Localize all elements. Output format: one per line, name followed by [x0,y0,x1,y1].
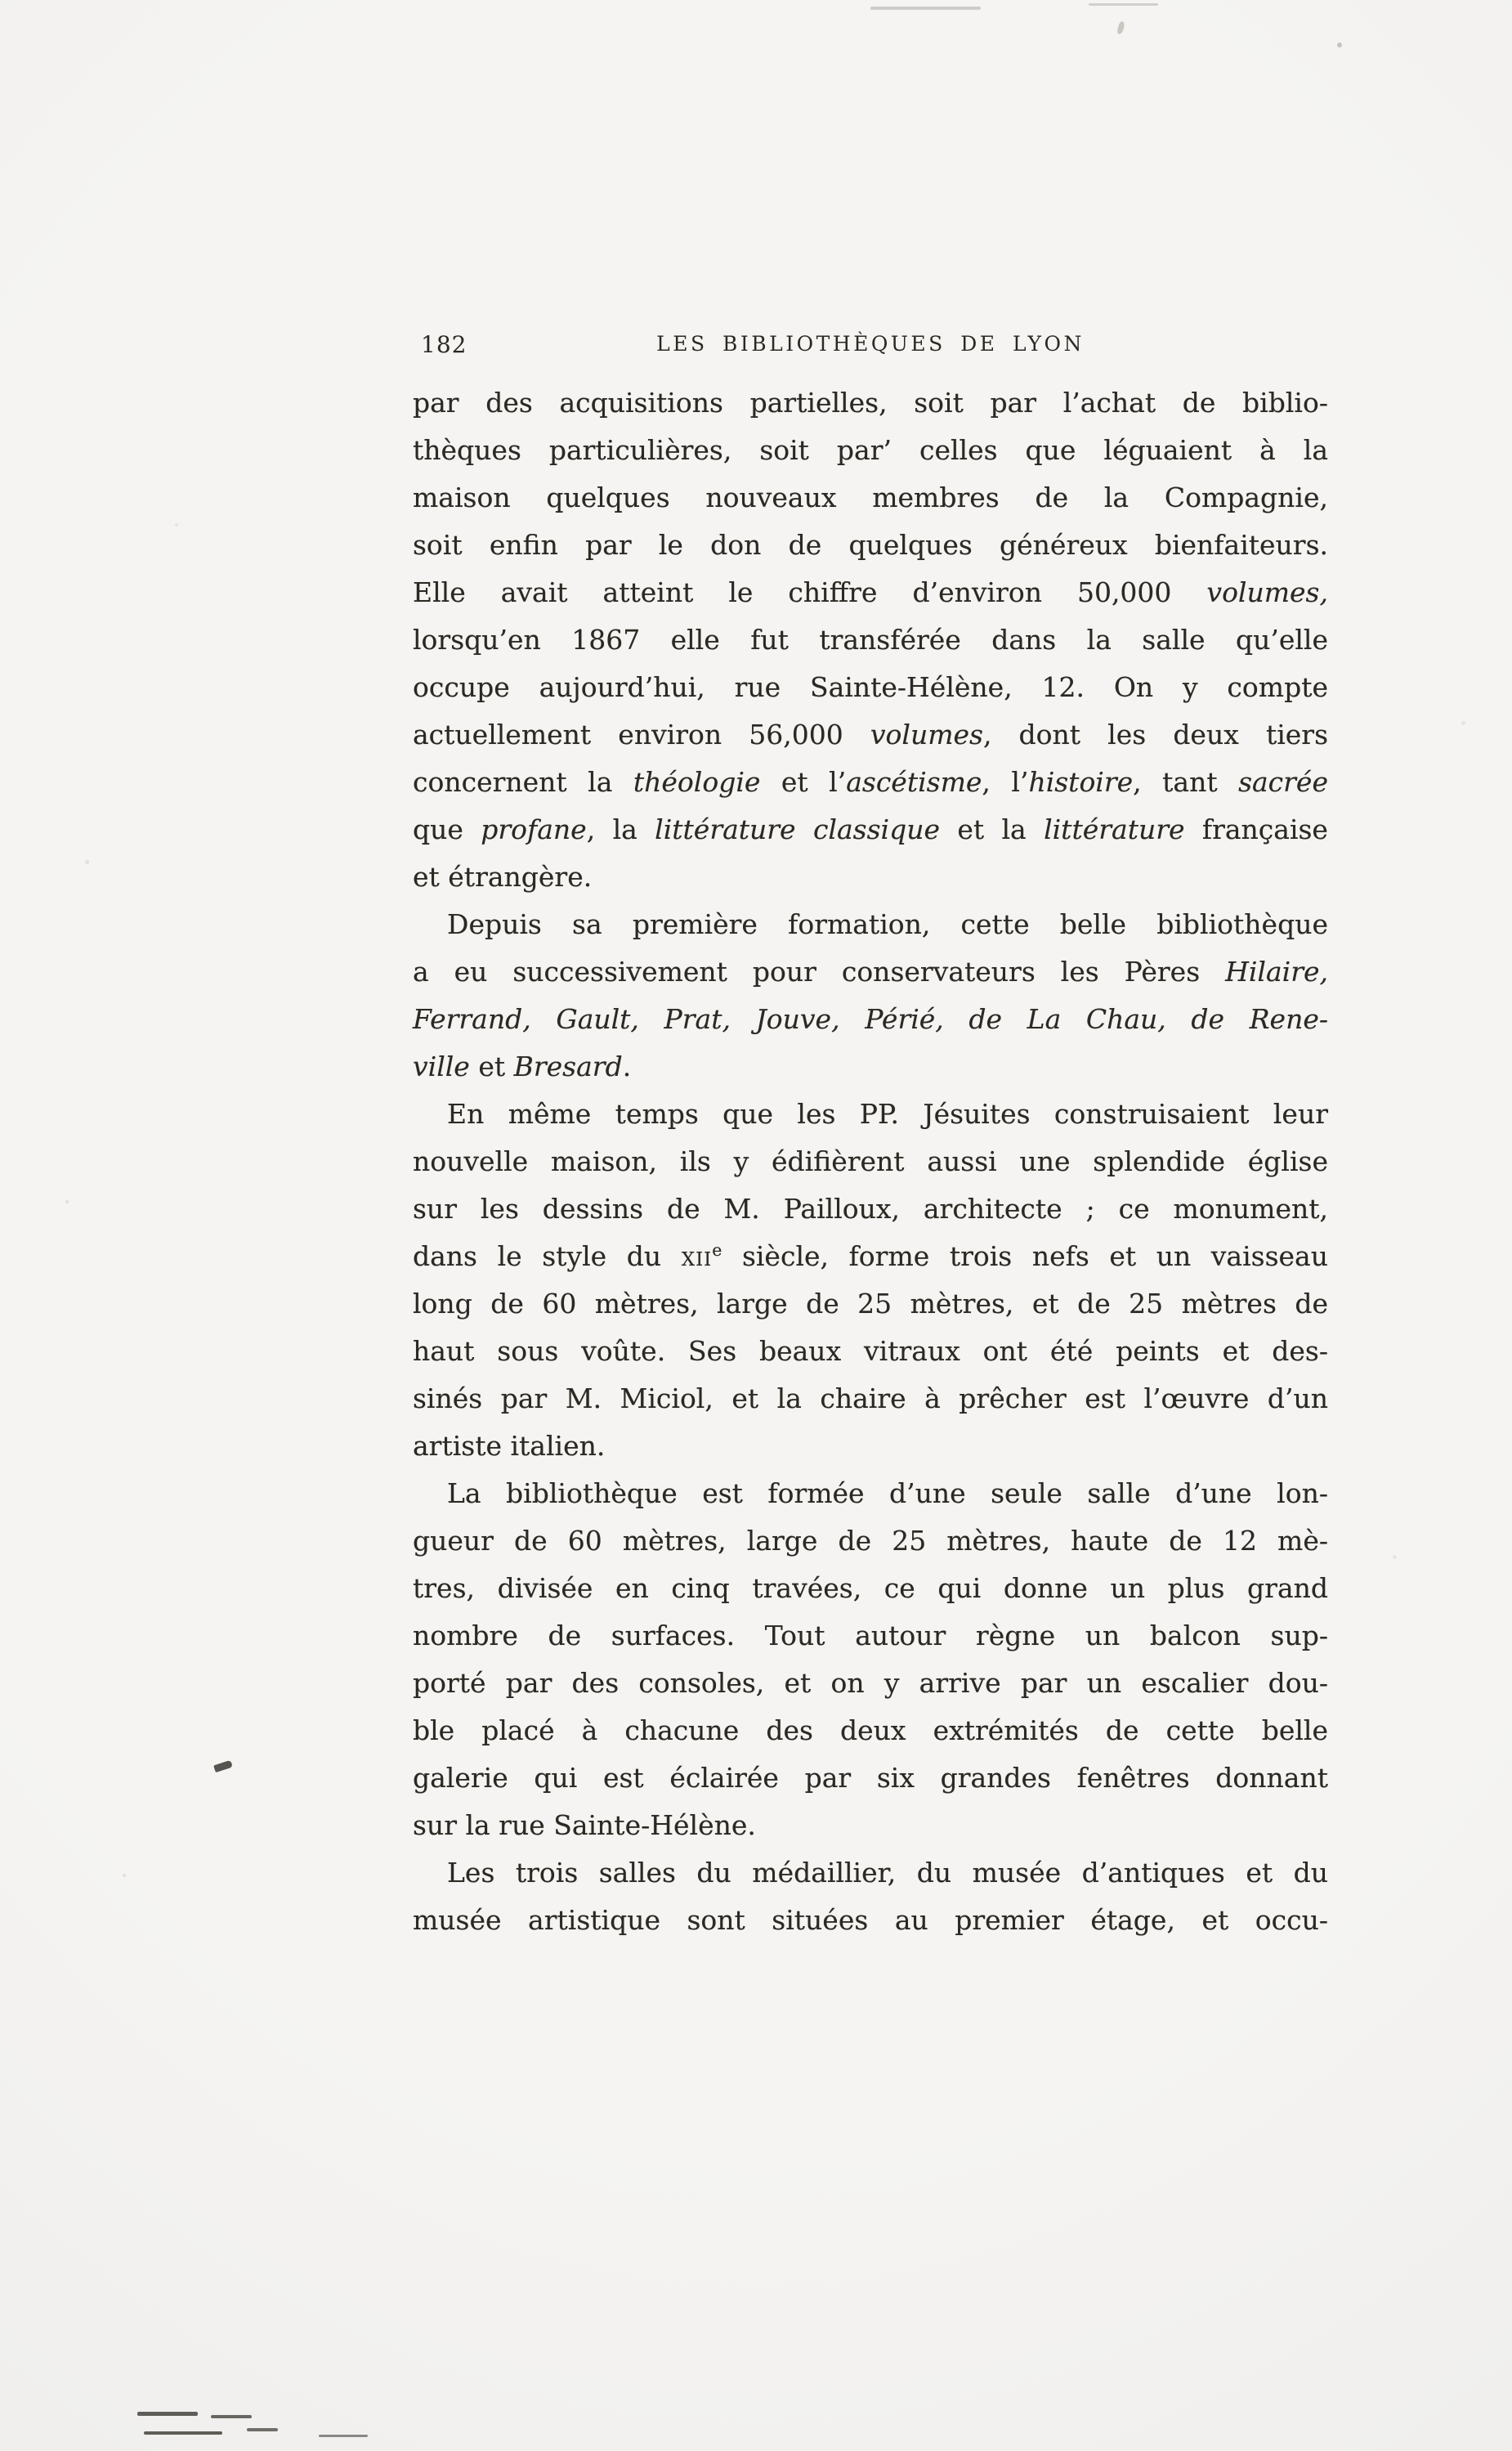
text-line [413,711,1328,759]
paragraph [413,901,1328,1091]
paragraph [413,379,1328,901]
text-segment: ascétisme [846,766,982,798]
text-line [413,1328,1328,1375]
text-segment: histoire [1028,766,1134,798]
text-line [413,1802,1328,1849]
text-segment: ville [413,1051,470,1082]
text-segment: sinés par M. Miciol, et la chaire à prêcher est l’œuvre d’un [413,1382,1328,1414]
text-line [413,1185,1328,1233]
text-segment: siècle, forme trois nefs et un vaisseau [722,1240,1328,1272]
text-segment: par des acquisitions partielles, soit par l’achat de biblio- [413,387,1328,419]
text-segment: , tant [1133,766,1239,798]
scan-artifact [870,7,981,10]
text-segment: gueur de 60 mètres, large de 25 mètres, haute de 12 mè- [413,1525,1328,1557]
text-segment: et étrangère. [413,861,593,893]
text-line [413,1517,1328,1565]
text-line [413,806,1328,854]
text-line [413,1660,1328,1707]
scan-artifact [247,2428,278,2431]
text-line [413,1849,1328,1897]
scan-artifact [144,2431,222,2435]
text-line [413,1043,1328,1091]
text-block [413,379,1328,1944]
running-title: LES BIBLIOTHÈQUES DE LYON [656,332,1085,356]
text-segment: . [622,1051,632,1082]
text-segment: En même temps que les PP. Jésuites construisaient leur [447,1098,1328,1130]
text-segment: sur les dessins de M. Pailloux, architecte ; ce monument, [413,1193,1328,1225]
text-line [413,1280,1328,1328]
text-line [413,1470,1328,1517]
text-line [413,1091,1328,1138]
text-line [413,522,1328,569]
text-segment: xii [681,1240,713,1272]
text-segment: e [712,1240,722,1260]
text-segment: sacrée [1238,766,1328,798]
text-segment: et [469,1051,514,1082]
text-segment: que [413,813,481,845]
scan-artifact [1089,3,1158,6]
text-segment: tres, divisée en cinq travées, ce qui donne un plus grand [413,1572,1328,1604]
text-line [413,1233,1328,1280]
text-segment: française [1184,813,1328,845]
scan-artifact [319,2435,368,2437]
text-line [413,1612,1328,1660]
scan-artifact [123,1874,126,1877]
scan-artifact [175,523,178,526]
scan-artifact [211,2415,252,2418]
text-line [413,569,1328,616]
scan-artifact [65,1200,69,1203]
text-line [413,379,1328,427]
text-segment: Elle avait atteint le chiffre d’environ 50,000 [413,576,1207,608]
text-segment: Depuis sa première formation, cette belle bibliothèque [447,908,1328,940]
text-line [413,427,1328,474]
text-segment: ble placé à chacune des deux extrémités de cette belle [413,1714,1328,1746]
text-line [413,616,1328,664]
scan-artifact [1461,721,1465,725]
scan-artifact [1116,20,1125,34]
text-line [413,901,1328,948]
paragraph [413,1849,1328,1944]
text-segment: théologie [633,766,761,798]
text-segment: Ferrand, Gault, Prat, Jouve, Périé, de La Chau, de Rene- [413,1003,1328,1035]
text-segment: haut sous voûte. Ses beaux vitraux ont été peints et des- [413,1335,1328,1367]
text-segment: , la [586,813,655,845]
text-segment: occupe aujourd’hui, rue Sainte-Hélène, 12. On y compte [413,671,1328,703]
text-segment: nouvelle maison, ils y édifièrent aussi une splendide église [413,1145,1328,1177]
text-segment: nombre de surfaces. Tout autour règne un balcon sup- [413,1620,1328,1651]
text-segment: dans le style du [413,1240,682,1272]
page-header [413,329,1328,365]
paragraph [413,1091,1328,1470]
text-segment: Hilaire, [1225,956,1328,988]
text-segment: a eu successivement pour conservateurs les Pères [413,956,1226,988]
text-segment: Bresard [513,1051,623,1082]
text-line [413,759,1328,806]
text-line [413,664,1328,711]
scan-artifact [137,2412,198,2416]
text-line [413,1565,1328,1612]
text-segment: actuellement environ 56,000 [413,719,870,751]
text-segment: long de 60 mètres, large de 25 mètres, et de 25 mètres de [413,1288,1328,1320]
text-segment: , dont les deux tiers [982,719,1328,751]
text-line [413,1897,1328,1944]
margin-mark [213,1760,233,1772]
text-line [413,1375,1328,1423]
text-segment: et l’ [760,766,847,798]
text-line [413,1707,1328,1754]
paragraph [413,1470,1328,1849]
text-segment: lorsqu’en 1867 elle fut transférée dans la salle qu’elle [413,624,1328,656]
text-segment: La bibliothèque est formée d’une seule salle d’une lon- [447,1477,1328,1509]
text-line [413,854,1328,901]
text-segment: volumes, [1206,576,1328,608]
text-segment: volumes [870,719,983,751]
text-line [413,1754,1328,1802]
scan-artifact [85,860,89,864]
text-segment: thèques particulières, soit par’ celles que léguaient à la [413,434,1328,466]
text-segment: Les trois salles du médaillier, du musée d’antiques et du [447,1857,1328,1889]
page-number: 182 [421,331,467,358]
text-segment: porté par des consoles, et on y arrive par un escalier dou- [413,1667,1328,1699]
text-segment: concernent la [413,766,633,798]
text-segment: sur la rue Sainte-Hélène. [413,1809,756,1841]
text-line [413,996,1328,1043]
text-segment: galerie qui est éclairée par six grandes fenêtres donnant [413,1762,1328,1794]
text-line [413,948,1328,996]
text-line [413,1138,1328,1185]
text-segment: soit enfin par le don de quelques généreux bienfaiteurs. [413,529,1328,561]
text-segment: artiste italien. [413,1430,606,1462]
text-segment: musée artistique sont situées au premier étage, et occu- [413,1904,1328,1936]
text-segment: maison quelques nouveaux membres de la Compagnie, [413,482,1328,513]
scan-artifact [1337,43,1342,47]
text-segment: profane [481,813,587,845]
text-segment: et la [939,813,1045,845]
scan-artifact [1393,1555,1397,1559]
text-segment: littérature [1044,813,1185,845]
text-segment: littérature classique [655,813,940,845]
text-line [413,1423,1328,1470]
text-line [413,474,1328,522]
text-segment: , l’ [982,766,1029,798]
